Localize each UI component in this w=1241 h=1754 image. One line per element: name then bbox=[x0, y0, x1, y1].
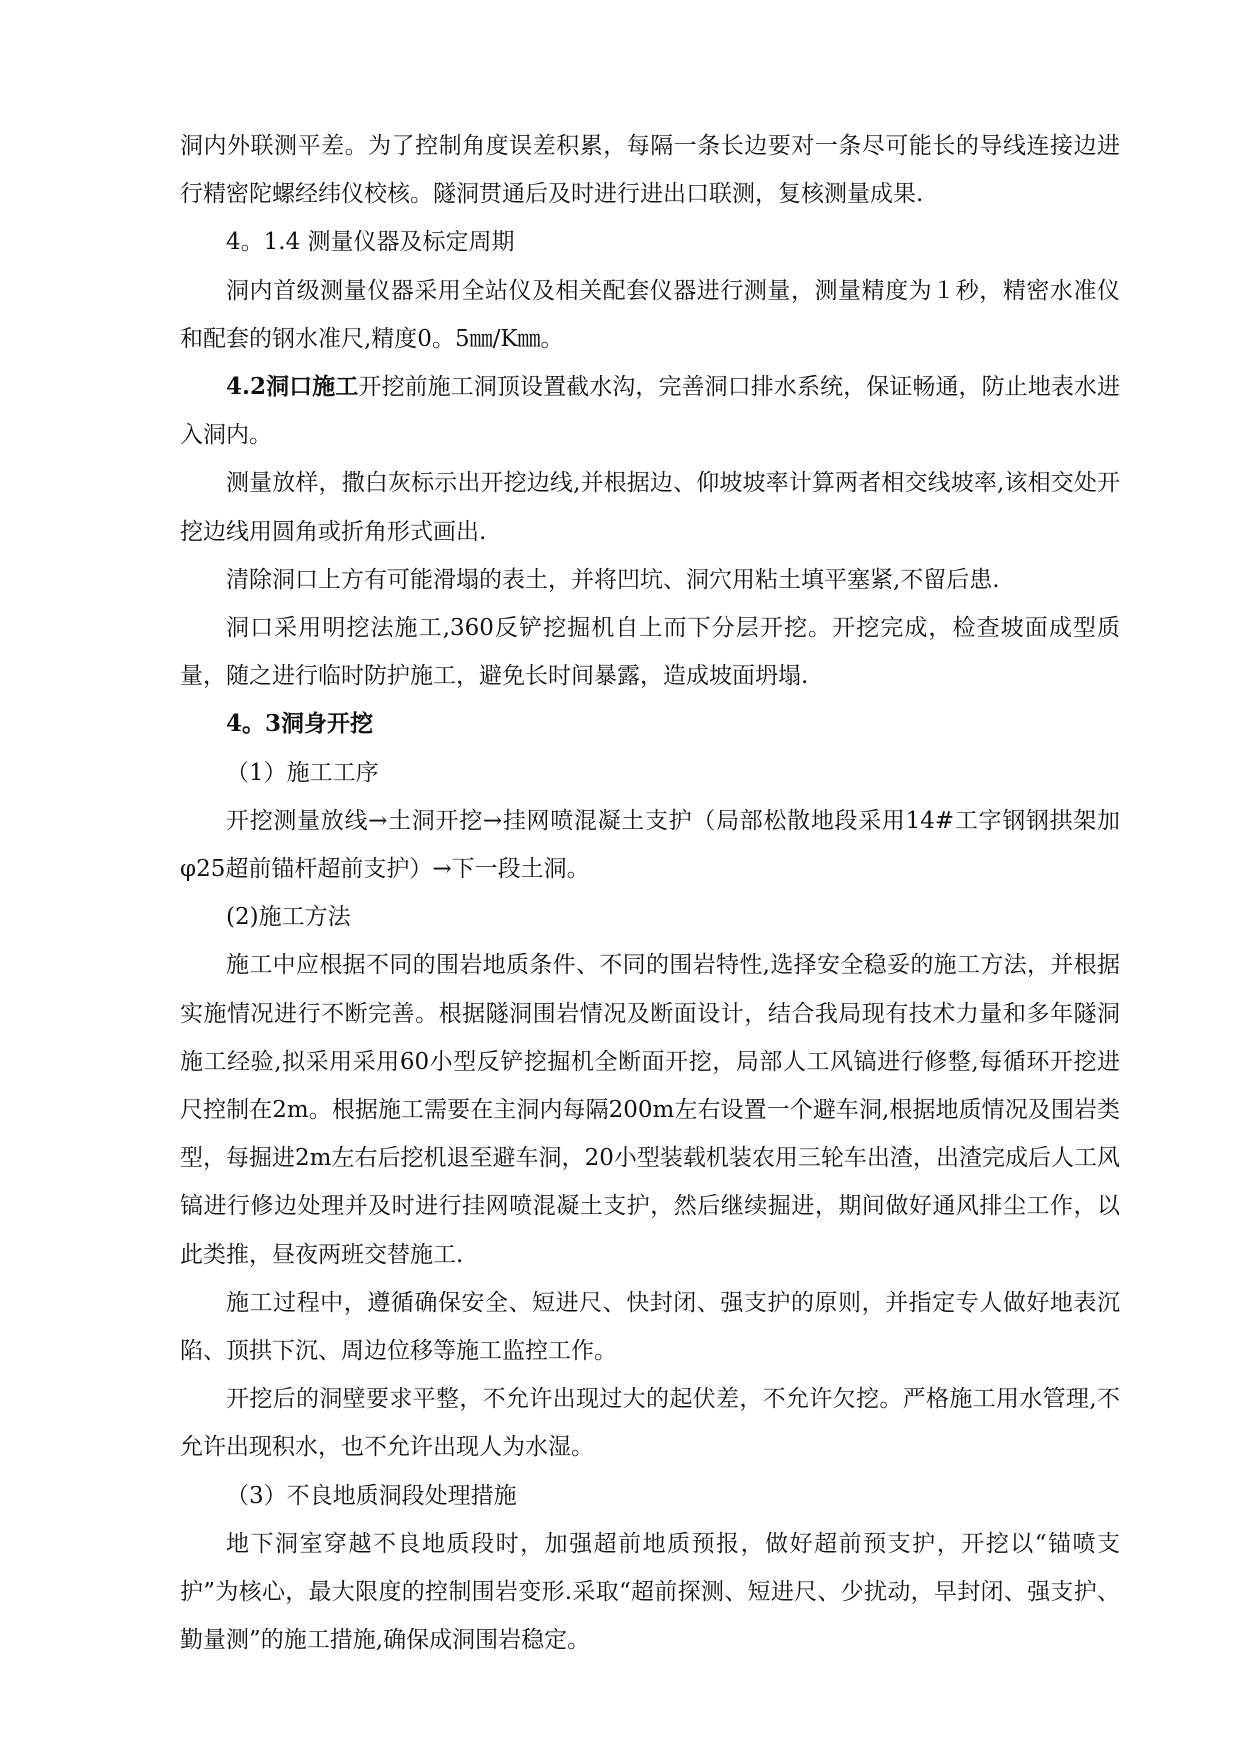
section-heading-4-3: 4。3洞身开挖 bbox=[226, 710, 374, 738]
paragraph-staking-out: 测量放样，撒白灰标示出开挖边线,并根据边、仰坡坡率计算两者相交线坡率,该相交处开挖边线用圆角或折角形式画出. bbox=[180, 470, 1120, 545]
paragraph-open-excavation: 洞口采用明挖法施工,360反铲挖掘机自上而下分层开挖。开挖完成，检查坡面成型质量，随之进行临时防护施工，避免长时间暴露，造成坡面坍塌. bbox=[180, 615, 1120, 690]
paragraph-method: 施工中应根据不同的围岩地质条件、不同的围岩特性,选择安全稳妥的施工方法，并根据实施情况进行不断完善。根据隧洞围岩情况及断面设计，结合我局现有技术力量和多年隧洞施工经验,拟采用采用60小型反铲挖掘机全断面开挖，局部人工风镐进行修整,每循环开挖进尺控制在2m。根据施工需要在主洞内每隔200m左右设置一个避车洞,根据地质情况及围岩类型，每掘进2m左右后挖机退至避车洞，20小型装载机装农用三轮车出渣，出渣完成后人工风镐进行修边处理并及时进行挂网喷混凝土支护，然后继续掘进，期间做好通风排尘工作，以此类推，昼夜两班交替施工. bbox=[180, 952, 1120, 1268]
subheading-procedure: （1）施工工序 bbox=[226, 759, 379, 786]
paragraph-portal-construction-text: 开挖前施工洞顶设置截水沟，完善洞口排水系统，保证畅通，防止地表水进入洞内。 bbox=[180, 374, 1121, 449]
paragraph-wall-requirements: 开挖后的洞壁要求平整，不允许出现过大的起伏差，不允许欠挖。严格施工用水管理,不允许出现积水，也不允许出现人为水湿。 bbox=[180, 1386, 1120, 1461]
document-body bbox=[180, 122, 1120, 1665]
paragraph-portal-construction bbox=[180, 363, 1120, 459]
paragraph-poor-geology-measures: 地下洞室穿越不良地质段时，加强超前地质预报，做好超前预支护，开挖以“锚喷支护”为核心，最大限度的控制围岩变形.采取“超前探测、短进尺、少扰动，早封闭、强支护、勤量测”的施工措施,确保成洞围岩稳定。 bbox=[180, 1530, 1120, 1654]
paragraph-clear-topsoil: 清除洞口上方有可能滑塌的表土，并将凹坑、洞穴用粘土填平塞紧,不留后患. bbox=[226, 566, 1000, 593]
section-heading-4-1-4: 4。1.4 测量仪器及标定周期 bbox=[226, 229, 515, 256]
section-heading-4-2: 4.2洞口施工 bbox=[226, 373, 359, 401]
paragraph-control-survey: 洞内外联测平差。为了控制角度误差积累，每隔一条长边要对一条尽可能长的导线连接边进行精密陀螺经纬仪校核。隧洞贯通后及时进行进出口联测，复核测量成果. bbox=[180, 133, 1120, 208]
paragraph-instruments: 洞内首级测量仪器采用全站仪及相关配套仪器进行测量，测量精度为１秒，精密水准仪和配套的钢水准尺,精度0。5㎜/K㎜。 bbox=[180, 277, 1120, 352]
subheading-poor-geology: （3）不良地质洞段处理措施 bbox=[226, 1482, 517, 1509]
paragraph-procedure-flow: 开挖测量放线→土洞开挖→挂网喷混凝土支护（局部松散地段采用14#工字钢钢拱架加φ25超前锚杆超前支护）→下一段土洞。 bbox=[180, 807, 1120, 883]
paragraph-principles: 施工过程中，遵循确保安全、短进尺、快封闭、强支护的原则，并指定专人做好地表沉陷、顶拱下沉、周边位移等施工监控工作。 bbox=[180, 1289, 1120, 1365]
subheading-method: (2)施工方法 bbox=[226, 904, 351, 931]
